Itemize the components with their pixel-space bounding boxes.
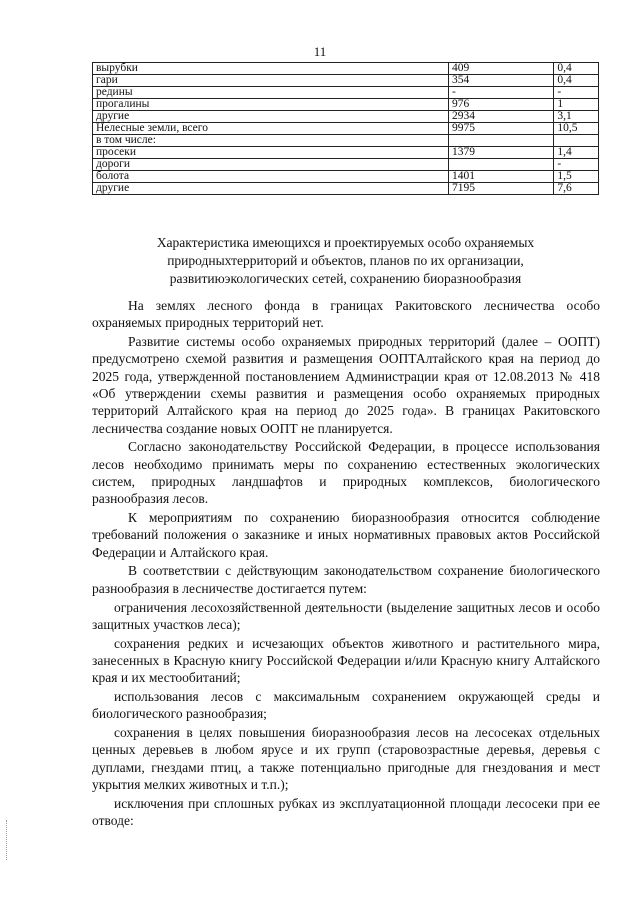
row-label-cell: вырубки — [93, 63, 449, 75]
area-cell — [448, 159, 553, 171]
area-cell: 976 — [448, 99, 553, 111]
table-row — [93, 75, 599, 87]
paragraph: Развитие системы особо охраняемых природных территорий (далее – ООПТ) предусмотрено схемой развития и размещения ООПТАлтайского края на период до 2025 года, утвержденной постановлением Администрации края от 12.08.2013 № 418 «Об утверждении схемы развития и размещения особо охраняемых природных территорий Алтайского края на период до 2025 года». В границах Ракитовского лесничества создание новых ООПТ не планируется. — [92, 334, 600, 436]
paragraph: К мероприятиям по сохранению биоразнообразия относится соблюдение требований положения о заказнике и иных нормативных правовых актов Российской Федерации и Алтайского края. — [92, 510, 600, 560]
percent-cell: 1 — [554, 99, 599, 111]
paragraph: Согласно законодательству Российской Федерации, в процессе использования лесов необходимо принимать меры по сохранению естественных экологических систем, природных ландшафтов и природных комплексов, биологического разнообразия лесов. — [92, 439, 600, 507]
area-cell — [448, 135, 553, 147]
row-label-cell: в том числе: — [93, 135, 449, 147]
percent-cell — [554, 135, 599, 147]
area-cell: 9975 — [448, 123, 553, 135]
percent-cell: 10,5 — [554, 123, 599, 135]
section-heading — [92, 234, 599, 288]
row-label-cell: Нелесные земли, всего — [93, 123, 449, 135]
paragraph: В соответствии с действующим законодательством сохранение биологического разнообразия в лесничестве достигается путем: — [92, 563, 600, 596]
area-cell: 354 — [448, 75, 553, 87]
area-cell: 7195 — [448, 183, 553, 195]
table-body — [93, 63, 599, 195]
heading-line-1: Характеристика имеющихся и проектируемых особо охраняемых — [156, 235, 535, 250]
percent-cell: 0,4 — [554, 75, 599, 87]
list-item: исключения при сплошных рубках из эксплуатационной площади лесосеки при ее отводе: — [92, 795, 600, 829]
list-item: сохранения редких и исчезающих объектов животного и растительного мира, занесенных в Красную книгу Российской Федерации и/или Красную книгу Алтайского края и их местообитаний; — [92, 635, 600, 686]
row-label-cell: редины — [93, 87, 449, 99]
list-item: ограничения лесохозяйственной деятельности (выделение защитных лесов и особо защитных участков леса); — [92, 599, 600, 632]
row-label-cell: болота — [93, 171, 449, 183]
paragraph: На землях лесного фонда в границах Ракитовского лесничества особо охраняемых природных территорий нет. — [92, 298, 600, 331]
percent-cell: 1,4 — [554, 147, 599, 159]
scan-margin-mark — [6, 820, 9, 860]
area-cell: 409 — [448, 63, 553, 75]
percent-cell: 3,1 — [554, 111, 599, 123]
table-row — [93, 159, 599, 171]
area-cell: 2934 — [448, 111, 553, 123]
table-row — [93, 123, 599, 135]
percent-cell: 7,6 — [554, 183, 599, 195]
table-row — [93, 183, 599, 195]
table-row — [93, 111, 599, 123]
list-item: использования лесов с максимальным сохранением окружающей среды и биологического разнообразия; — [92, 689, 600, 722]
list-item: сохранения в целях повышения биоразнообразия лесов на лесосеках отдельных ценных деревьев в любом ярусе и их групп (старовозрастные деревья, деревья с дуплами, гнездами птиц, а также потенциально пригодные для гнездования и мест укрытия мелких животных и т.п.); — [92, 725, 600, 793]
heading-line-3: развитиюэкологических сетей, сохранению биоразнообразия — [169, 271, 522, 286]
percent-cell: - — [554, 159, 599, 171]
row-label-cell: дороги — [93, 159, 449, 171]
row-label-cell: другие — [93, 111, 449, 123]
table-row — [93, 171, 599, 183]
table-row — [93, 63, 599, 75]
heading-line-2: природныхтерриторий и объектов, планов по их организации, — [167, 253, 524, 268]
table-row — [93, 87, 599, 99]
area-cell: - — [448, 87, 553, 99]
body-text — [92, 297, 600, 829]
page-number: 11 — [313, 44, 327, 59]
percent-cell: 1,5 — [554, 171, 599, 183]
table-row — [93, 99, 599, 111]
area-cell: 1401 — [448, 171, 553, 183]
table-row — [93, 147, 599, 159]
percent-cell: - — [554, 87, 599, 99]
row-label-cell: другие — [93, 183, 449, 195]
land-category-table — [92, 62, 599, 195]
table-row — [93, 135, 599, 147]
row-label-cell: прогалины — [93, 99, 449, 111]
area-cell: 1379 — [448, 147, 553, 159]
percent-cell: 0,4 — [554, 63, 599, 75]
row-label-cell: просеки — [93, 147, 449, 159]
row-label-cell: гари — [93, 75, 449, 87]
